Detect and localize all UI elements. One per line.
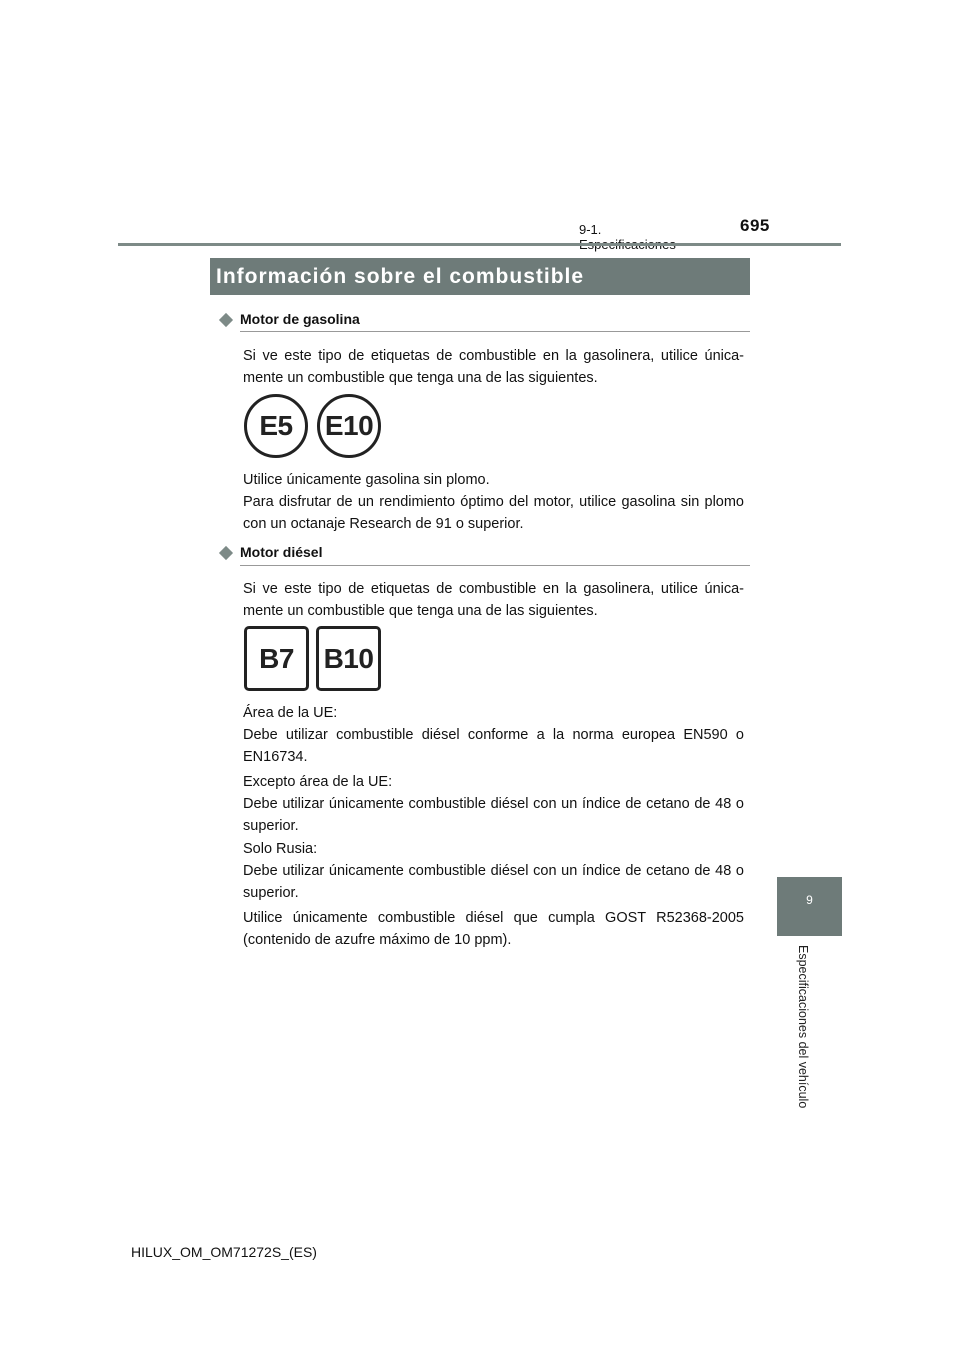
diesel-noneu-title: Excepto área de la UE: xyxy=(243,774,393,790)
diesel-gost-text: Utilice únicamente combustible diésel que cumpla GOST R52368-2005 (contenido de azufre máximo de 10 ppm). xyxy=(243,910,744,948)
diesel-noneu-text: Debe utilizar únicamente combustible diésel con un índice de cetano de 48 o superior. xyxy=(243,796,744,834)
document-code: HILUX_OM_OM71272S_(ES) xyxy=(131,1244,317,1260)
page-number: 695 xyxy=(740,216,770,235)
chapter-label: Especificaciones del vehículo xyxy=(796,945,810,1109)
gasoline-heading-rule xyxy=(240,331,750,332)
diesel-intro: Si ve este tipo de etiquetas de combustible en la gasolinera, utilice única-mente un combustible que tenga una de las siguientes. xyxy=(243,581,744,619)
fuel-label-b10: B10 xyxy=(316,626,381,691)
fuel-label-e5: E5 xyxy=(244,394,308,458)
diamond-bullet-icon xyxy=(219,313,233,327)
gasoline-heading-text: Motor de gasolina xyxy=(240,311,360,327)
gasoline-note-unleaded: Utilice únicamente gasolina sin plomo. xyxy=(243,472,490,488)
gasoline-heading xyxy=(218,311,360,327)
section-reference: 9-1. xyxy=(579,222,602,237)
diesel-russia-title: Solo Rusia: xyxy=(243,841,318,857)
diesel-heading-rule xyxy=(240,565,750,566)
diesel-heading-text: Motor diésel xyxy=(240,544,323,560)
diesel-eu-title: Área de la UE: xyxy=(243,705,338,721)
gasoline-intro: Si ve este tipo de etiquetas de combustible en la gasolinera, utilice única-mente un combustible que tenga una de las siguientes. xyxy=(243,348,744,386)
chapter-tab: 9 xyxy=(777,877,842,936)
page-title: Información sobre el combustible xyxy=(210,258,750,295)
diesel-eu-text: Debe utilizar combustible diésel conforme a la norma europea EN590 o EN16734. xyxy=(243,727,744,765)
header-divider xyxy=(118,243,841,246)
diesel-russia-text: Debe utilizar únicamente combustible diésel con un índice de cetano de 48 o superior. xyxy=(243,863,744,901)
fuel-label-e10: E10 xyxy=(317,394,381,458)
gasoline-note-octane: Para disfrutar de un rendimiento óptimo del motor, utilice gasolina sin plomo con un octanaje Research de 91 o superior. xyxy=(243,494,744,532)
diesel-heading xyxy=(218,544,322,560)
diamond-bullet-icon xyxy=(219,546,233,560)
fuel-label-b7: B7 xyxy=(244,626,309,691)
